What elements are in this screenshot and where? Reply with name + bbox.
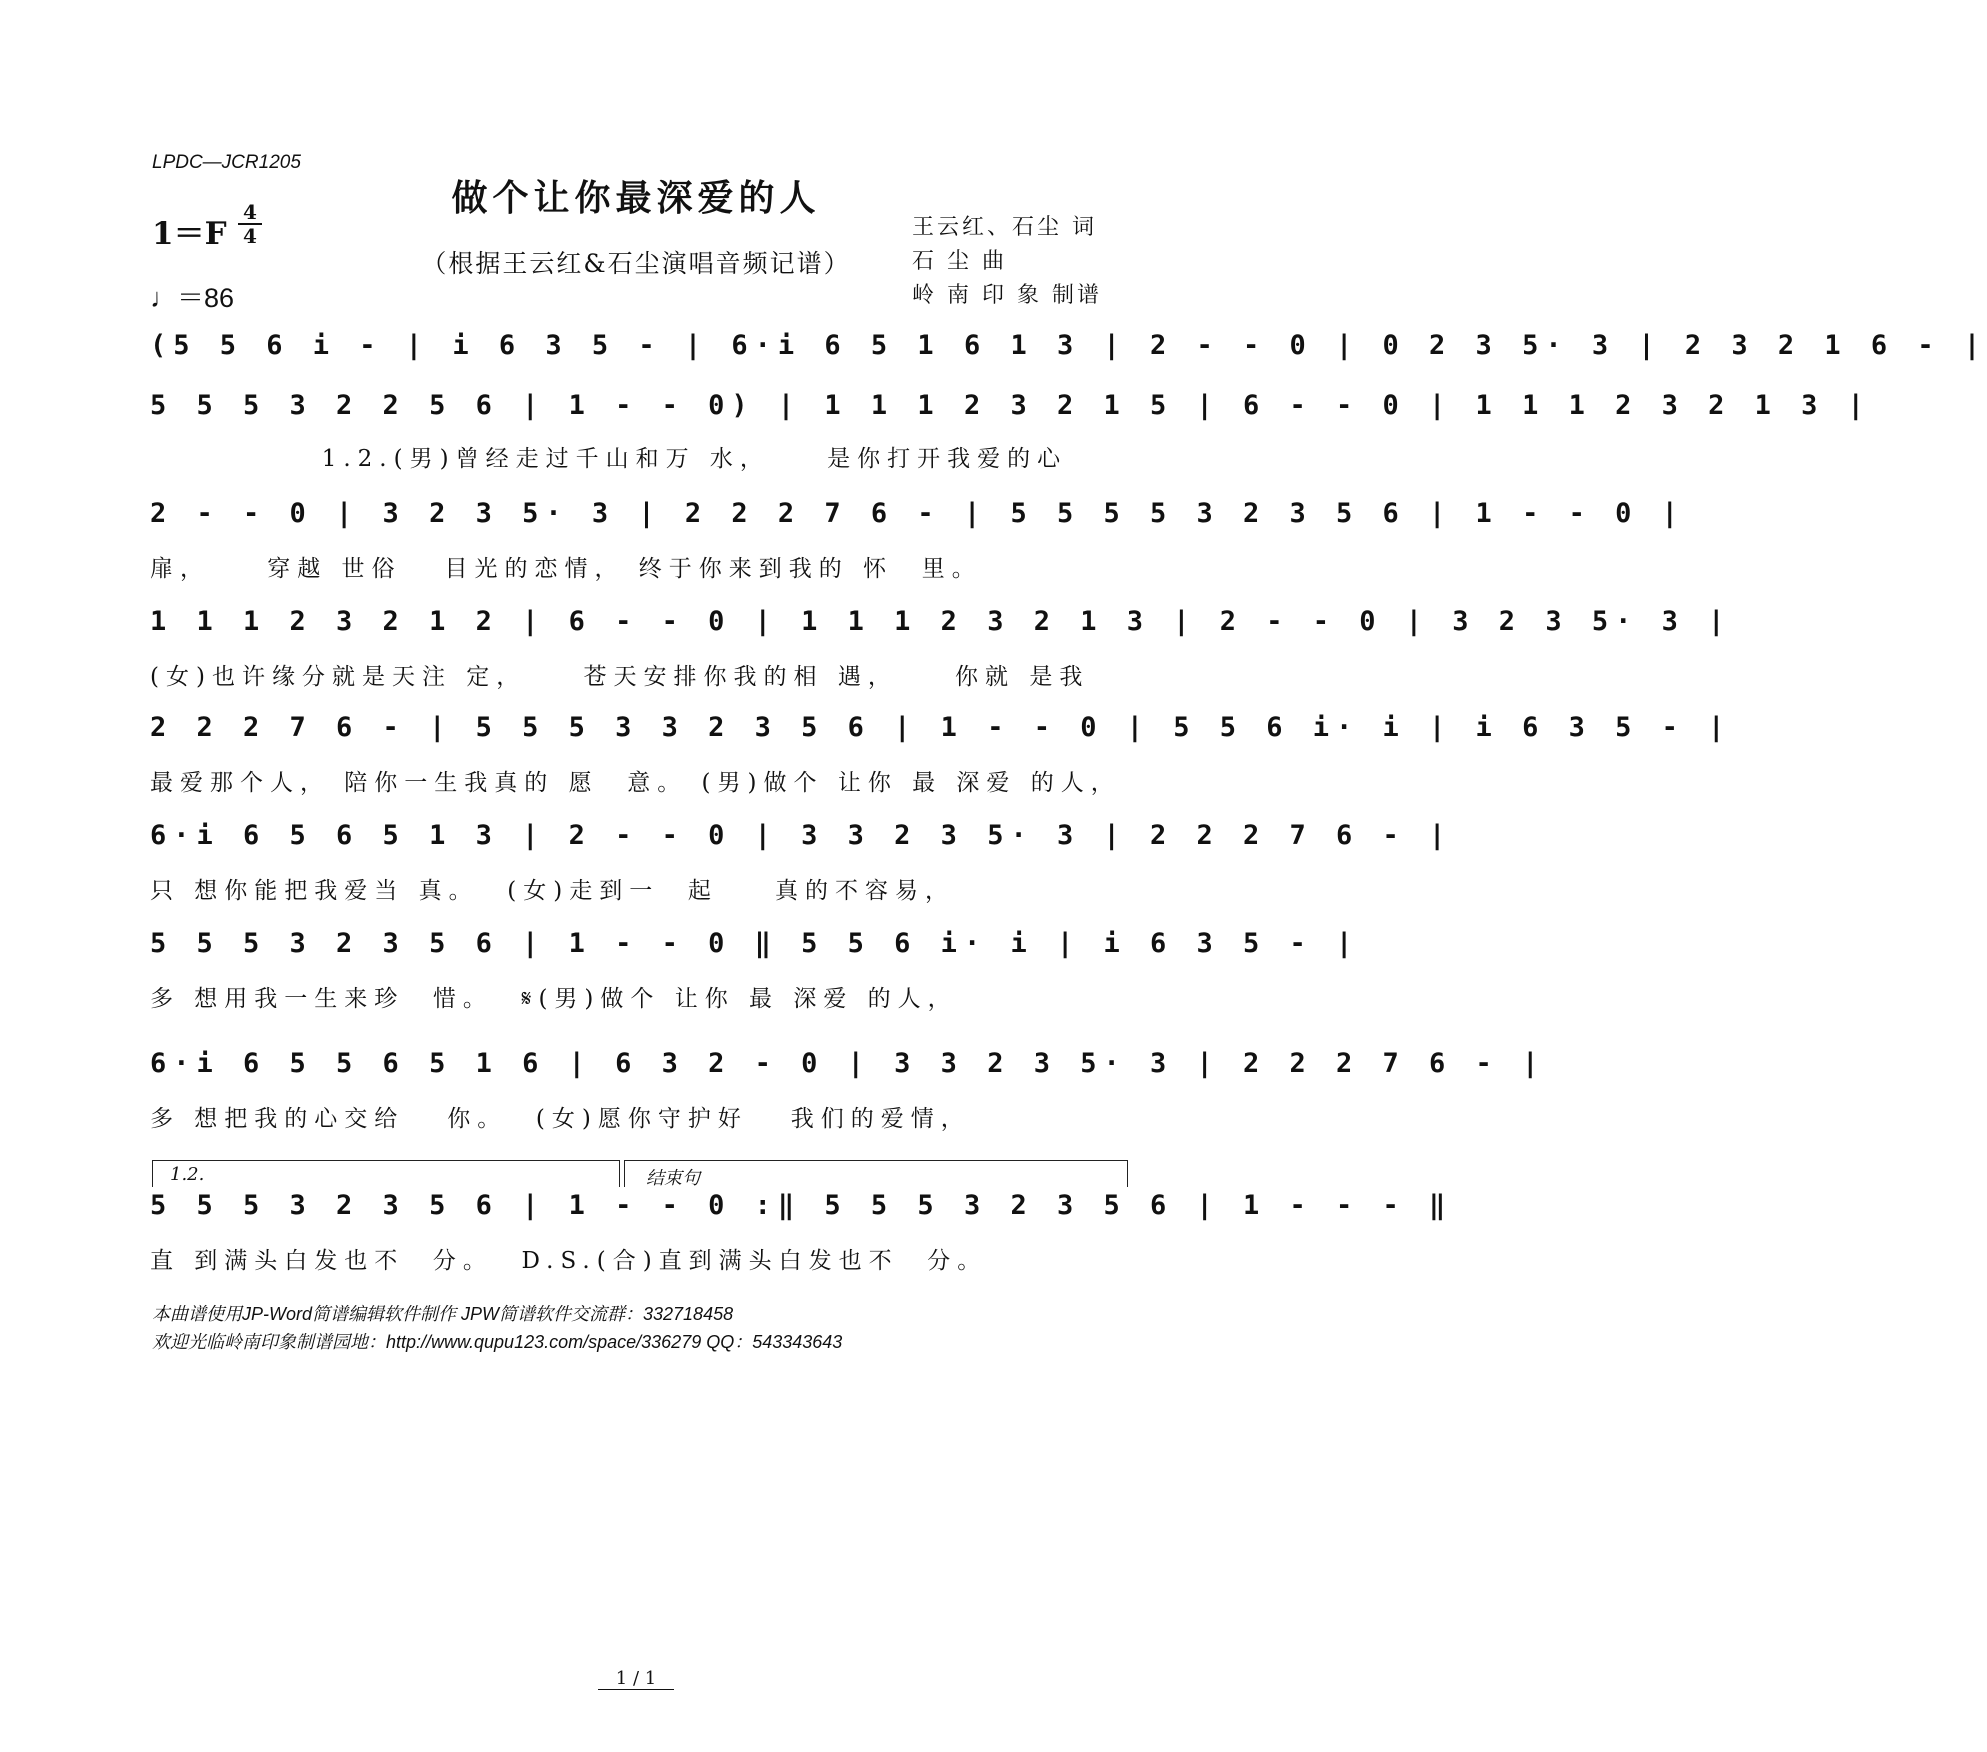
credit-music: 石 尘 曲 xyxy=(912,249,1007,274)
page-number-text: 1 / 1 xyxy=(598,1668,674,1690)
time-signature-top: 4 xyxy=(243,200,257,224)
coda-label: 结束句 xyxy=(646,1168,700,1189)
notation-line: 5 5 5 3 2 2 5 6 | 1 - - 0) | 1 1 1 2 3 2 1 5 | 6 - - 0 | 1 1 1 2 3 2 1 3 | xyxy=(150,390,1871,421)
lyric-line: 只 想你能把我爱当 真。 (女)走到一 起 真的不容易， xyxy=(150,878,956,904)
footer-website-note: 欢迎光临岭南印象制谱园地：http://www.qupu123.com/space/336279 QQ：543343643 xyxy=(152,1332,843,1352)
first-ending-bracket xyxy=(152,1160,620,1187)
lyric-line: 最爱那个人， 陪你一生我真的 愿 意。 (男)做个 让你 最 深爱 的人， xyxy=(150,770,1121,796)
lyric-line: 1.2.(男)曾经走过千山和万 水， 是你打开我爱的心 xyxy=(150,446,1068,472)
credit-lyrics: 王云红、石尘 词 xyxy=(912,215,1097,240)
first-ending-label: 1.2. xyxy=(170,1164,205,1185)
lyric-line: 多 想用我一生来珍 惜。 𝄋(男)做个 让你 最 深爱 的人， xyxy=(150,986,958,1012)
song-title: 做个让你最深爱的人 xyxy=(451,177,821,219)
notation-line: 5 5 5 3 2 3 5 6 | 1 - - 0 ‖ 5 5 6 i· i | i 6 3 5 - | xyxy=(150,928,1360,959)
notation-line: 2 - - 0 | 3 2 3 5· 3 | 2 2 2 7 6 - | 5 5 5 5 3 2 3 5 6 | 1 - - 0 | xyxy=(150,498,1685,529)
notation-line: 1 1 1 2 3 2 1 2 | 6 - - 0 | 1 1 1 2 3 2 1 3 | 2 - - 0 | 3 2 3 5· 3 | xyxy=(150,606,1732,637)
notation-line: 6·i 6 5 5 6 5 1 6 | 6 3 2 - 0 | 3 3 2 3 5· 3 | 2 2 2 7 6 - | xyxy=(150,1048,1546,1079)
notation-line: 5 5 5 3 2 3 5 6 | 1 - - 0 :‖ 5 5 5 3 2 3 5 6 | 1 - - - ‖ xyxy=(150,1190,1453,1221)
footer-software-note: 本曲谱使用JP-Word简谱编辑软件制作 JPW简谱软件交流群：332718458 xyxy=(152,1304,734,1324)
song-subtitle: （根据王云红&石尘演唱音频记谱） xyxy=(421,249,851,278)
score-code: LPDC—JCR1205 xyxy=(152,152,301,173)
notation-line: (5 5 6 i - | i 6 3 5 - | 6·i 6 5 1 6 1 3 | 2 - - 0 | 0 2 3 5· 3 | 2 3 2 1 6 - | xyxy=(150,330,1987,361)
volta-brackets xyxy=(152,1160,1127,1188)
time-signature-bottom: 4 xyxy=(243,224,257,248)
notation-line: 2 2 2 7 6 - | 5 5 5 3 3 2 3 5 6 | 1 - - 0 | 5 5 6 i· i | i 6 3 5 - | xyxy=(150,712,1732,743)
key-signature: 1＝F xyxy=(152,216,227,252)
lyric-line: 扉， 穿越 世俗 目光的恋情， 终于你来到我的 怀 里。 xyxy=(150,556,982,582)
time-signature xyxy=(238,202,262,246)
lyric-line: 多 想把我的心交给 你。 (女)愿你守护好 我们的爱情， xyxy=(150,1106,971,1132)
lyric-line: 直 到满头白发也不 分。 D.S.(合)直到满头白发也不 分。 xyxy=(150,1248,988,1274)
notation-line: 6·i 6 5 6 5 1 3 | 2 - - 0 | 3 3 2 3 5· 3 | 2 2 2 7 6 - | xyxy=(150,820,1453,851)
credit-score: 岭 南 印 象 制谱 xyxy=(912,283,1102,308)
page-number xyxy=(0,1668,1272,1689)
lyric-line: (女)也许缘分就是天注 定， 苍天安排你我的相 遇， 你就 是我 xyxy=(150,664,1090,690)
tempo-marking: ♩＝86 xyxy=(150,283,235,313)
